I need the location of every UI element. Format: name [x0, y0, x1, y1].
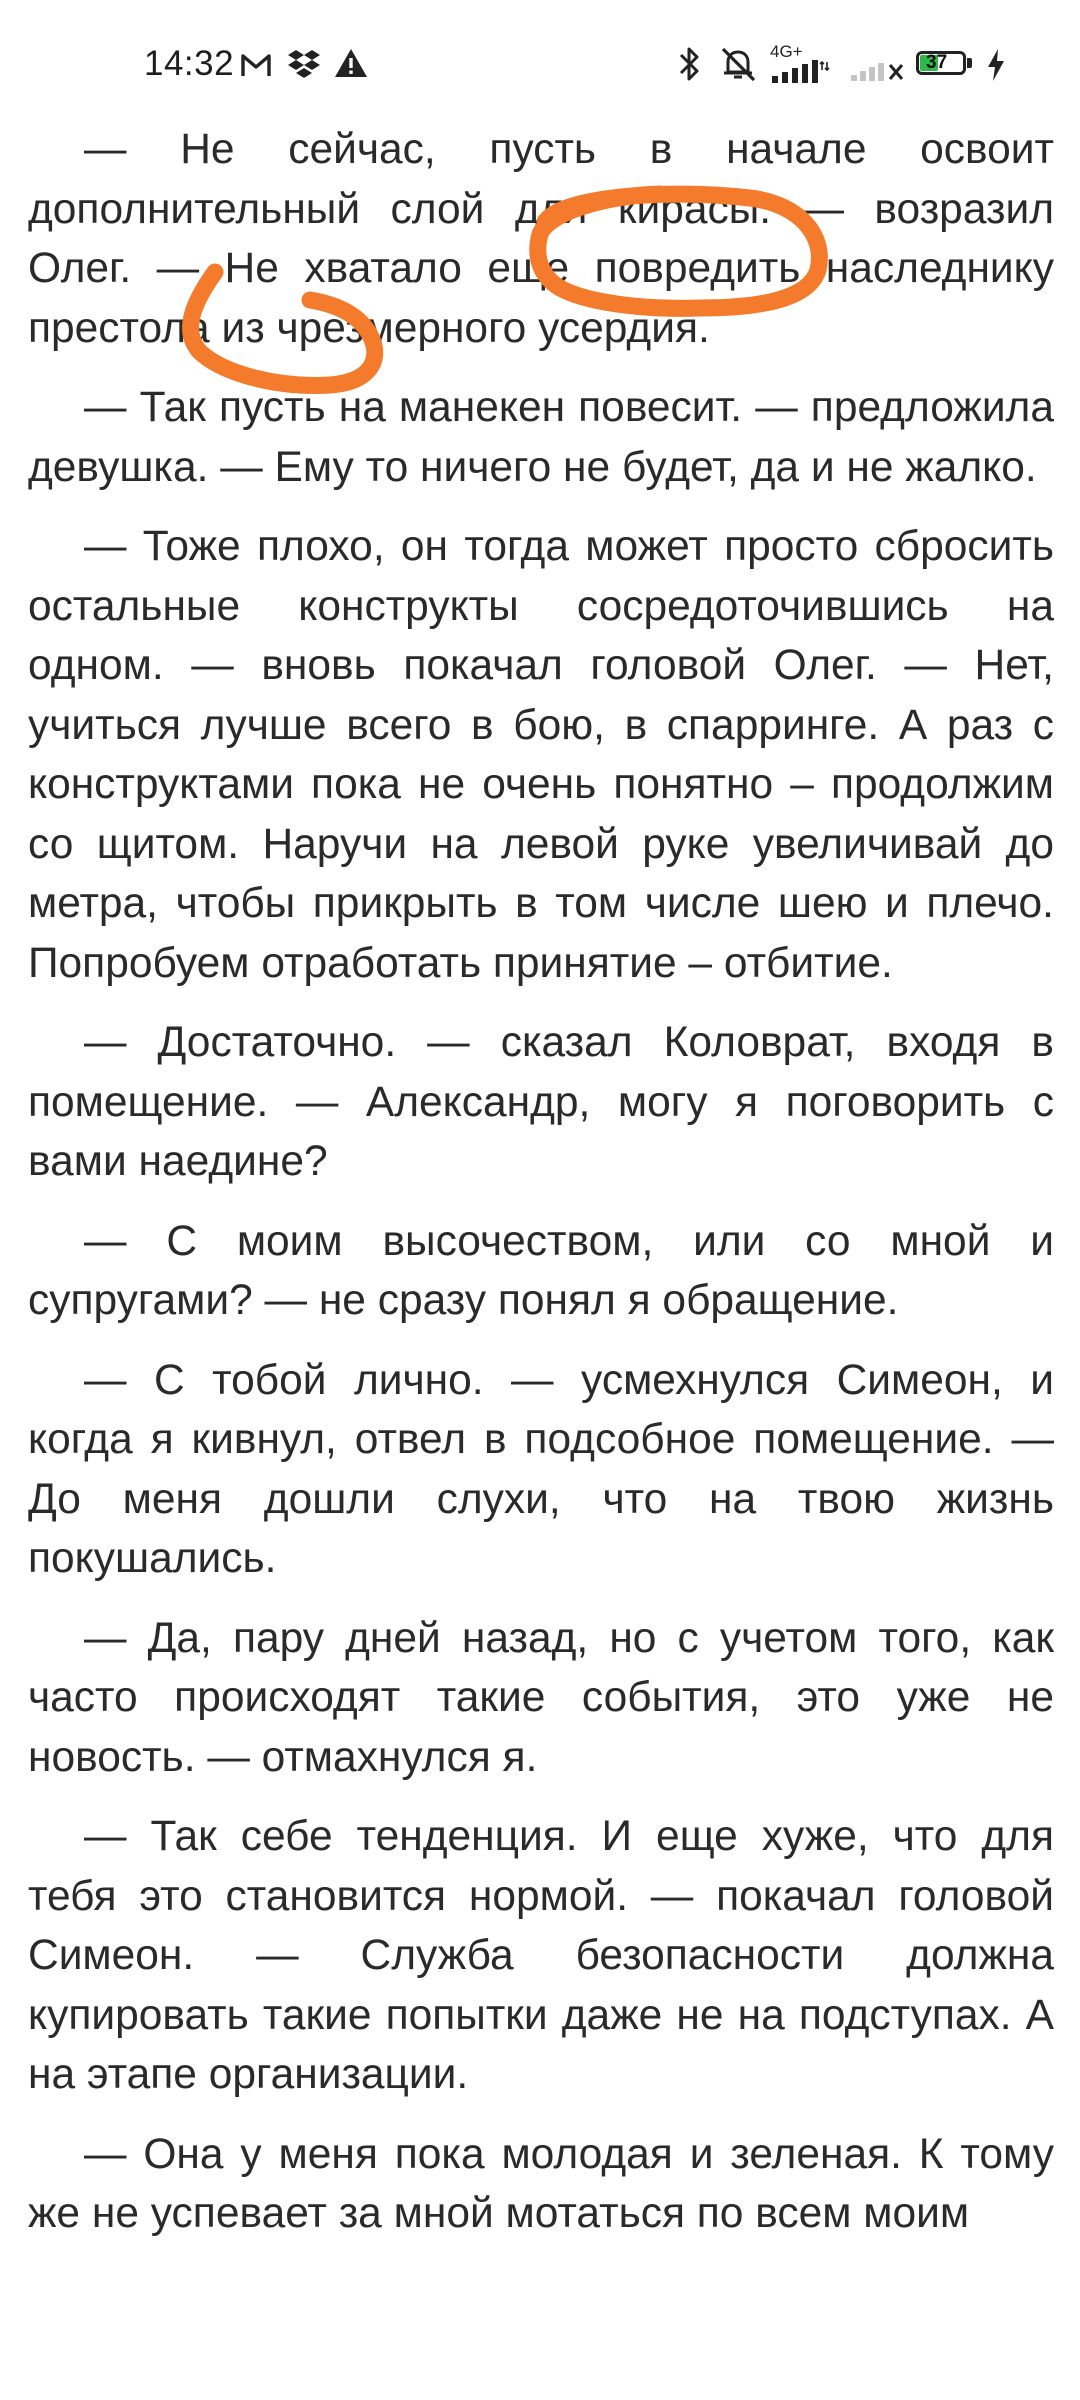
- status-bar: [0, 0, 1080, 130]
- paragraph: — Так себе тенденция. И еще хуже, что для тебя это становится нормой. — покачал головой Симеон. — Служба безопасности должна купировать такие попытки даже не на подступах. А на этапе организации.: [28, 1813, 1054, 2098]
- battery-level: 37: [926, 52, 948, 73]
- paragraph: — С моим высочеством, или со мной и супругами? — не сразу понял я обращение.: [28, 1217, 1054, 1324]
- signal-empty-icon: [850, 58, 906, 82]
- dropbox-icon: [287, 48, 321, 80]
- network-label: 4G+: [770, 42, 803, 61]
- paragraph: — Не сейчас, пусть в начале освоит дополнительный слой для кирасы. — возразил Олег. — Не хватало еще повредить наследнику престола из чрезмерного усердия.: [28, 126, 1054, 352]
- paragraph: — Тоже плохо, он тогда может просто сбросить остальные конструкты сосредоточившись на одном. — вновь покачал головой Олег. — Нет, учиться лучше всего в бою, в спарринге. А раз с конструктами пока не очень понятно – продолжим со щитом. Наручи на левой руке увеличивай до метра, чтобы прикрыть в том числе шею и плечо. Попробуем отработать принятие – отбитие.: [28, 523, 1054, 987]
- mute-icon: [718, 44, 758, 84]
- paragraph: — Да, пару дней назад, но с учетом того, как часто происходят такие события, это уже не новость. — отмахнулся я.: [28, 1614, 1054, 1781]
- paragraph: — Она у меня пока молодая и зеленая. К тому же не успевает за мной мотаться по всем моим: [28, 2130, 1054, 2237]
- paragraph: — С тобой лично. — усмехнулся Симеон, и когда я кивнул, отвел в подсобное помещение. — До меня дошли слухи, что на твою жизнь покушались.: [28, 1356, 1054, 1582]
- reader-text[interactable]: [28, 120, 1054, 2244]
- charging-icon: [986, 48, 1006, 82]
- gmail-icon: [240, 52, 272, 78]
- battery-icon: [916, 51, 976, 79]
- paragraph: — Достаточно. — сказал Коловрат, входя в помещение. — Александр, могу я поговорить с вами наедине?: [28, 1019, 1054, 1185]
- signal-4g-icon: [770, 42, 830, 84]
- status-time: 14:32: [144, 44, 235, 83]
- paragraph: — Так пусть на манекен повесит. — предложила девушка. — Ему то ничего не будет, да и не жалко.: [28, 384, 1054, 491]
- bluetooth-icon: [678, 45, 702, 83]
- warning-icon: [334, 48, 368, 78]
